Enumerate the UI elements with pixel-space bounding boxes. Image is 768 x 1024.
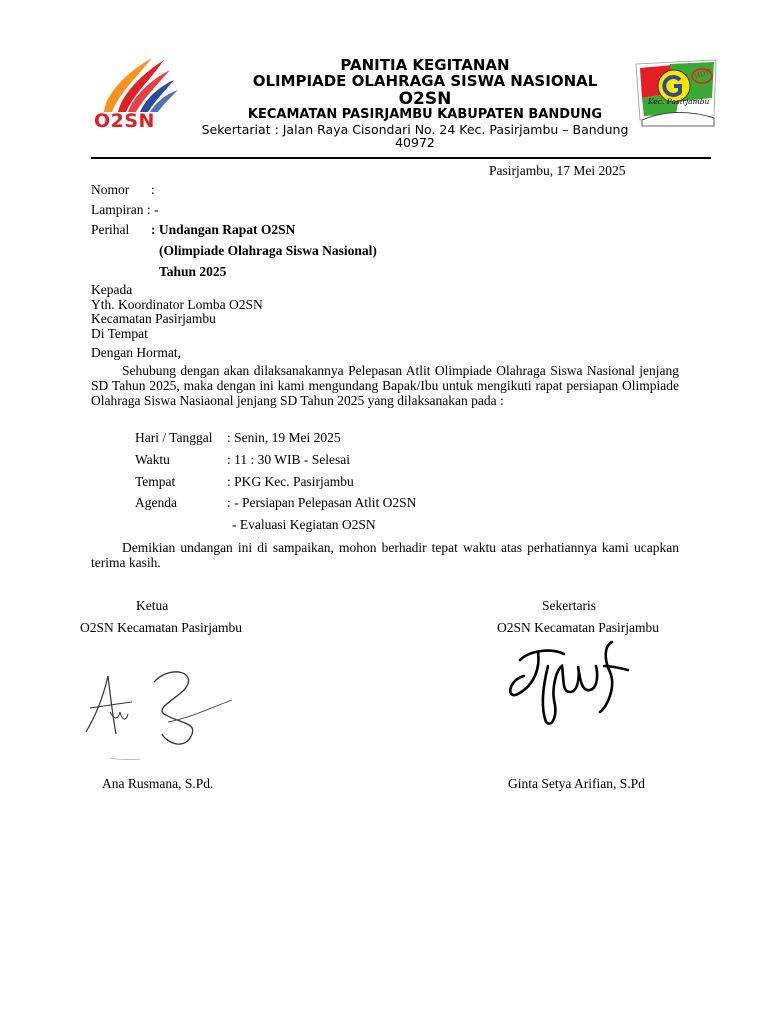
- o2sn-logo: [90, 52, 180, 134]
- perihal-label: Perihal: [91, 222, 130, 237]
- schedule-place-label: Tempat: [135, 474, 176, 489]
- closing-paragraph: Demikian undangan ini di sampaikan, mohon berhadir tepat waktu atas perhatiannya kami ucapkan terima kasih.: [91, 540, 679, 570]
- right-signature: [500, 636, 670, 736]
- recipient-kepada: Kepada: [91, 282, 133, 297]
- left-signer-name: Ana Rusmana, S.Pd.: [102, 776, 214, 791]
- schedule-day-value: : Senin, 19 Mei 2025: [227, 430, 341, 445]
- logo-text: O2SN: [94, 110, 155, 132]
- schedule-agenda-label: Agenda: [135, 495, 177, 510]
- recipient-name: Yth. Koordinator Lomba O2SN: [91, 297, 263, 312]
- recipient-location: Kecamatan Pasirjambu: [91, 311, 216, 326]
- schedule-agenda-item: : - Persiapan Pelepasan Atlit O2SN: [227, 495, 417, 510]
- left-signer-org: O2SN Kecamatan Pasirjambu: [80, 620, 242, 635]
- nomor-colon: :: [151, 182, 155, 197]
- header-committee: PANITIA KEGITANAN: [340, 56, 510, 74]
- right-signer-org: O2SN Kecamatan Pasirjambu: [497, 620, 659, 635]
- recipient-place: Di Tempat: [91, 326, 148, 341]
- right-signer-title: Sekertaris: [542, 598, 596, 613]
- header-region: KECAMATAN PASIRJAMBU KABUPATEN BANDUNG: [247, 107, 603, 122]
- header-acronym: O2SN: [398, 89, 452, 109]
- right-signer-name: Ginta Setya Arifian, S.Pd: [508, 776, 645, 791]
- lampiran-line: Lampiran : -: [91, 202, 159, 217]
- schedule-day-label: Hari / Tanggal: [135, 430, 213, 445]
- schedule-agenda-item: - Evaluasi Kegiatan O2SN: [232, 517, 376, 532]
- perihal-subject: : Undangan Rapat O2SN: [151, 222, 296, 237]
- left-signer-title: Ketua: [136, 598, 169, 613]
- nomor-label: Nomor: [91, 182, 130, 197]
- signature-icon: [80, 662, 240, 762]
- signature-icon: [500, 636, 670, 736]
- schedule-time-label: Waktu: [135, 452, 170, 467]
- letter-date: Pasirjambu, 17 Mei 2025: [489, 163, 626, 178]
- perihal-subject-line2: (Olimpiade Olahraga Siswa Nasional): [159, 243, 377, 258]
- left-signature: [80, 662, 240, 762]
- emblem-caption: Kec. Pasirjambu: [648, 97, 710, 106]
- header-event-name: OLIMPIADE OLAHRAGA SISWA NASIONAL: [252, 72, 598, 90]
- body-paragraph: Sehubung dengan akan dilaksanakannya Pelepasan Atlit Olimpiade Olahraga Siswa Nasional jenjang SD Tahun 2025, maka dengan ini kami mengundang Bapak/Ibu untuk mengikuti rapat persiapan Olimpiade Olahraga Siswa Nasiaonal jenjang SD Tahun 2025 yang dilaksanakan pada :: [91, 363, 679, 408]
- emblem-stamp-text: HDR: [693, 67, 712, 81]
- salutation: Dengan Hormat,: [91, 345, 181, 360]
- schedule-time-value: : 11 : 30 WIB - Selesai: [227, 452, 350, 467]
- header-address: Sekertariat : Jalan Raya Cisondari No. 24 Kec. Pasirjambu – Bandung: [201, 122, 629, 137]
- header-postcode: 40972: [395, 135, 435, 150]
- schedule-place-value: : PKG Kec. Pasirjambu: [227, 474, 354, 489]
- perihal-subject-line3: Tahun 2025: [159, 264, 227, 279]
- header-divider: [91, 157, 711, 159]
